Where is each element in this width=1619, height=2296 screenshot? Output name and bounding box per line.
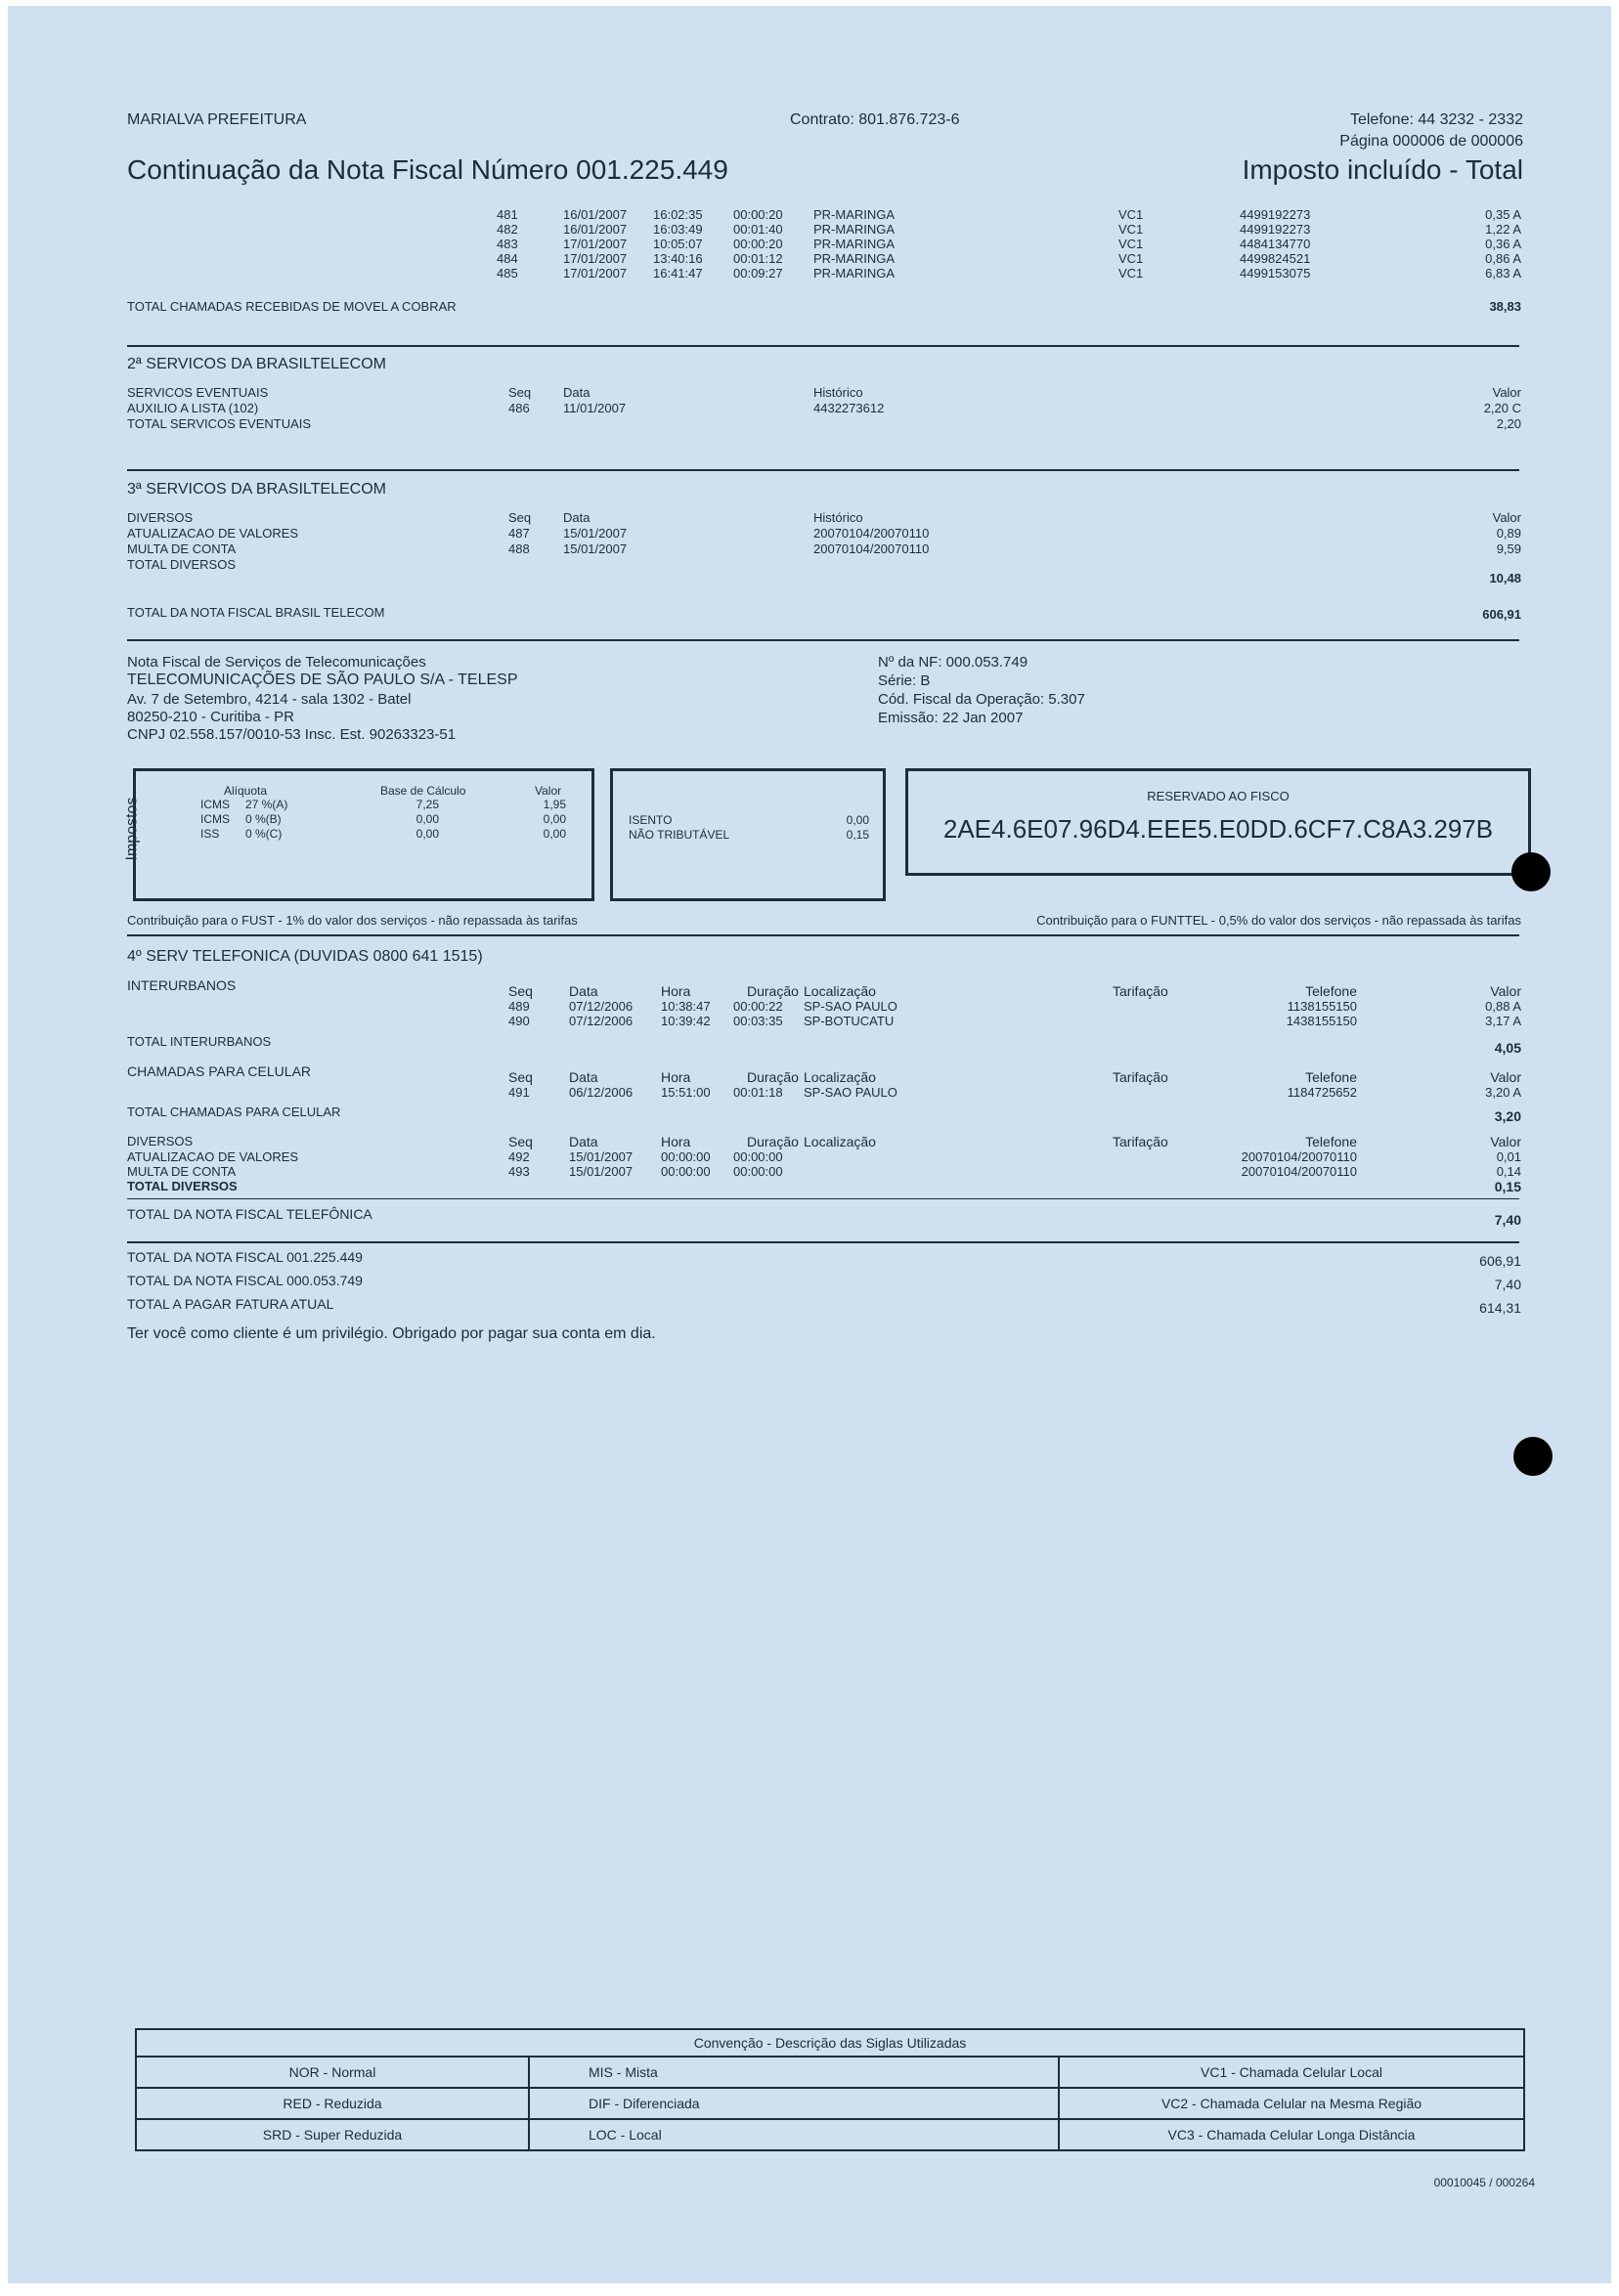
interurban-date-column	[569, 999, 633, 1028]
calls-total-label: TOTAL CHAMADAS RECEBIDAS DE MOVEL A COBRAR	[127, 299, 457, 314]
table-cell: 16:41:47	[653, 266, 703, 281]
misc-duration-column	[733, 1149, 783, 1179]
item-label: AUXILIO A LISTA (102)	[127, 401, 259, 415]
table-cell: 489	[508, 999, 530, 1014]
table-cell: 16:03:49	[653, 222, 703, 237]
interurban-value-column	[1485, 999, 1521, 1028]
item-date: 15/01/2007	[563, 526, 628, 541]
table-cell: 0,00	[416, 812, 439, 826]
table-cell: 484	[497, 251, 518, 266]
table-cell: 4484134770	[1240, 237, 1311, 251]
legend-cell: VC3 - Chamada Celular Longa Distância	[1059, 2119, 1524, 2150]
interurban-phone-column	[1259, 999, 1357, 1028]
table-row	[136, 2057, 1524, 2088]
col-date-header: Data	[563, 510, 591, 525]
mobile-call-date: 06/12/2006	[569, 1085, 634, 1100]
col-phone-header: Telefone	[1305, 1069, 1357, 1085]
col-value-header: Valor	[1492, 385, 1521, 400]
table-cell: 1138155150	[1287, 999, 1357, 1014]
col-seq-header: Seq	[508, 1134, 533, 1149]
item-history: 4432273612	[813, 401, 885, 415]
table-cell: 6,83 A	[1485, 266, 1521, 281]
table-cell: 00:00:20	[733, 237, 783, 251]
table-cell: 482	[497, 222, 518, 237]
legend-cell: LOC - Local	[529, 2119, 1059, 2150]
table-cell: 07/12/2006	[569, 999, 634, 1014]
taxes-vertical-label: Impostos	[123, 797, 141, 861]
col-value-header: Valor	[1490, 1134, 1521, 1149]
calls-total-value: 38,83	[1489, 299, 1521, 314]
table-cell: 00:00:22	[733, 999, 783, 1014]
section-3-total-label: TOTAL DIVERSOS	[127, 557, 237, 572]
phone-number: Telefone: 44 3232 - 2332	[1349, 111, 1523, 128]
tax-base-column	[400, 798, 439, 842]
misc-total-value: 0,15	[1494, 1179, 1521, 1194]
section-2-total-label: TOTAL SERVICOS EVENTUAIS	[127, 416, 312, 431]
table-cell: 17/01/2007	[563, 251, 628, 266]
section-4-title: 4º SERV TELEFONICA (DUVIDAS 0800 641 1515)	[127, 948, 483, 965]
punch-hole	[1513, 1437, 1553, 1476]
col-location-header: Localização	[804, 983, 876, 999]
table-cell: 0,00	[543, 827, 566, 841]
interurban-duration-column	[733, 999, 783, 1028]
item-history: 20070104/20070110	[813, 526, 930, 541]
table-cell: 17/01/2007	[563, 237, 628, 251]
divider	[127, 1241, 1519, 1243]
calls-time-column	[653, 207, 703, 281]
table-cell: 0,88 A	[1485, 999, 1521, 1014]
section-2-subtitle: SERVICOS EVENTUAIS	[127, 385, 269, 400]
table-cell: 15/01/2007	[569, 1149, 634, 1164]
table-cell: 00:00:00	[661, 1149, 711, 1164]
table-cell: 00:01:40	[733, 222, 783, 237]
amount-due-value: 614,31	[1479, 1300, 1521, 1316]
exempt-box	[610, 768, 886, 901]
legend-title: Convenção - Descrição das Siglas Utilizadas	[136, 2029, 1524, 2057]
nf-issue-date: Emissão: 22 Jan 2007	[878, 710, 1024, 726]
table-cell: 00:01:12	[733, 251, 783, 266]
col-date-header: Data	[569, 1069, 598, 1085]
calls-phone-column	[1240, 207, 1310, 281]
table-cell: 07/12/2006	[569, 1014, 634, 1028]
table-cell: 00:03:35	[733, 1014, 783, 1028]
table-cell: 13:40:16	[653, 251, 703, 266]
interurban-time-column	[661, 999, 711, 1028]
document-code: 00010045 / 000264	[1433, 2176, 1535, 2189]
non-taxable-label: NÃO TRIBUTÁVEL	[629, 828, 730, 842]
non-taxable-value: 0,15	[846, 828, 869, 842]
table-cell: PR-MARINGA	[813, 207, 896, 222]
mobile-call-duration: 00:01:18	[733, 1085, 783, 1100]
mobile-calls-label: CHAMADAS PARA CELULAR	[127, 1063, 312, 1079]
divider	[127, 345, 1519, 347]
table-cell: VC1	[1118, 207, 1144, 222]
table-cell: VC1	[1118, 251, 1144, 266]
abbreviation-legend-table	[135, 2028, 1525, 2151]
table-cell: 485	[497, 266, 518, 281]
col-seq-header: Seq	[508, 983, 533, 999]
telefonica-total-value: 7,40	[1494, 1212, 1521, 1228]
invoice-total-2-value: 7,40	[1494, 1277, 1521, 1292]
nf-number: Nº da NF: 000.053.749	[878, 654, 1028, 671]
col-time-header: Hora	[661, 983, 691, 999]
table-cell: ICMS	[200, 812, 230, 826]
contract-number: Contrato: 801.876.723-6	[790, 111, 960, 128]
table-cell: ISS	[200, 827, 220, 841]
fust-note: Contribuição para o FUST - 1% do valor dos serviços - não repassada às tarifas	[127, 913, 578, 928]
col-date-header: Data	[569, 1134, 598, 1149]
table-cell: 0,14	[1496, 1164, 1521, 1179]
item-label: MULTA DE CONTA	[127, 542, 237, 556]
table-cell: 0,35 A	[1485, 207, 1521, 222]
misc-date-column	[569, 1149, 633, 1179]
fiscal-code: 2AE4.6E07.96D4.EEE5.E0DD.6CF7.C8A3.297B	[942, 814, 1494, 844]
legend-cell: NOR - Normal	[136, 2057, 529, 2088]
col-seq-header: Seq	[508, 385, 532, 400]
calls-duration-column	[733, 207, 783, 281]
table-cell: PR-MARINGA	[813, 237, 896, 251]
fiscal-reserved-box	[905, 768, 1531, 876]
item-label: ATUALIZACAO DE VALORES	[127, 526, 299, 541]
col-time-header: Hora	[661, 1134, 691, 1149]
col-duration-header: Duração	[747, 1069, 799, 1085]
table-cell: 16/01/2007	[563, 207, 628, 222]
exempt-label: ISENTO	[629, 813, 673, 827]
item-value: 0,89	[1496, 526, 1521, 541]
page-title: Continuação da Nota Fiscal Número 001.225.449	[127, 154, 728, 185]
table-cell: 20070104/20070110	[1241, 1149, 1357, 1164]
table-cell: 7,25	[416, 798, 439, 811]
value-header: Valor	[535, 784, 562, 798]
legend-cell: DIF - Diferenciada	[529, 2088, 1059, 2119]
table-cell: 0,01	[1496, 1149, 1521, 1164]
table-cell: VC1	[1118, 266, 1144, 281]
nf-series: Série: B	[878, 672, 931, 689]
item-value: 2,20 C	[1483, 401, 1521, 415]
table-cell: 0 %(B)	[245, 812, 282, 826]
table-cell: 10:38:47	[661, 999, 711, 1014]
base-header: Base de Cálculo	[380, 784, 466, 798]
table-cell: 00:00:00	[661, 1164, 711, 1179]
col-phone-header: Telefone	[1305, 1134, 1357, 1149]
thank-you-message: Ter você como cliente é um privilégio. Obrigado por pagar sua conta em dia.	[127, 1325, 656, 1342]
legend-cell: VC1 - Chamada Celular Local	[1059, 2057, 1524, 2088]
nf-fiscal-code: Cód. Fiscal da Operação: 5.307	[878, 691, 1085, 708]
brasil-telecom-total-value: 606,91	[1482, 607, 1521, 622]
issuer-name: MARIALVA PREFEITURA	[127, 111, 307, 128]
company-cnpj: CNPJ 02.558.157/0010-53 Insc. Est. 90263323-51	[127, 726, 457, 743]
mobile-call-phone: 1184725652	[1287, 1085, 1357, 1100]
col-seq-header: Seq	[508, 1069, 533, 1085]
table-cell: 481	[497, 207, 518, 222]
tax-rate-column	[245, 798, 287, 842]
section-3-title: 3ª SERVICOS DA BRASILTELECOM	[127, 481, 386, 498]
calls-location-column	[813, 207, 895, 281]
misc-seq-column	[508, 1149, 530, 1179]
col-duration-header: Duração	[747, 983, 799, 999]
legend-cell: MIS - Mista	[529, 2057, 1059, 2088]
table-row	[136, 2119, 1524, 2150]
tax-value-column	[527, 798, 566, 842]
item-seq: 488	[508, 542, 530, 556]
mobile-call-location: SP-SAO PAULO	[804, 1085, 897, 1100]
table-cell: 3,17 A	[1485, 1014, 1521, 1028]
company-name: TELECOMUNICAÇÕES DE SÃO PAULO S/A - TELESP	[127, 671, 518, 688]
legend-cell: RED - Reduzida	[136, 2088, 529, 2119]
legend-cell: SRD - Super Reduzida	[136, 2119, 529, 2150]
divider	[127, 639, 1519, 641]
table-cell: SP-BOTUCATU	[804, 1014, 895, 1028]
col-value-header: Valor	[1490, 983, 1521, 999]
invoice-total-2-label: TOTAL DA NOTA FISCAL 000.053.749	[127, 1273, 363, 1288]
col-tariff-header: Tarifação	[1113, 1069, 1168, 1085]
table-cell: 00:00:00	[733, 1149, 783, 1164]
table-cell: PR-MARINGA	[813, 251, 896, 266]
divider	[127, 934, 1519, 936]
interurban-total-label: TOTAL INTERURBANOS	[127, 1034, 272, 1049]
company-line-1: Nota Fiscal de Serviços de Telecomunicações	[127, 654, 426, 671]
table-cell: 16:02:35	[653, 207, 703, 222]
invoice-total-1-value: 606,91	[1479, 1253, 1521, 1269]
col-location-header: Localização	[804, 1069, 876, 1085]
col-location-header: Localização	[804, 1134, 876, 1149]
misc-value-column	[1497, 1149, 1521, 1179]
mobile-call-seq: 491	[508, 1085, 530, 1100]
col-tariff-header: Tarifação	[1113, 983, 1168, 999]
section-3-total-value: 10,48	[1489, 571, 1521, 585]
misc-total-label: TOTAL DIVERSOS	[127, 1179, 238, 1193]
table-cell: 20070104/20070110	[1241, 1164, 1357, 1179]
tax-name-column	[200, 798, 230, 842]
section-3-subtitle: DIVERSOS	[127, 510, 194, 525]
interurban-label: INTERURBANOS	[127, 977, 237, 993]
calls-seq-column	[497, 207, 518, 281]
mobile-calls-total-value: 3,20	[1494, 1108, 1521, 1124]
table-cell: 27 %(A)	[245, 798, 288, 811]
invoice-page	[8, 6, 1611, 2283]
table-row	[136, 2088, 1524, 2119]
col-phone-header: Telefone	[1305, 983, 1357, 999]
mobile-call-time: 15:51:00	[661, 1085, 711, 1100]
table-cell: 0,00	[543, 812, 566, 826]
misc-label-column	[127, 1149, 298, 1179]
item-date: 15/01/2007	[563, 542, 628, 556]
exempt-value: 0,00	[846, 813, 869, 827]
table-cell: 0,86 A	[1485, 251, 1521, 266]
calls-date-column	[563, 207, 627, 281]
table-cell: 10:05:07	[653, 237, 703, 251]
table-cell: 1,95	[543, 798, 566, 811]
company-address: Av. 7 de Setembro, 4214 - sala 1302 - Batel	[127, 691, 412, 708]
table-cell: 00:00:00	[733, 1164, 783, 1179]
calls-value-column	[1485, 207, 1521, 281]
table-cell: 00:00:20	[733, 207, 783, 222]
table-cell: 4499192273	[1240, 222, 1311, 237]
section-2-total-value: 2,20	[1496, 416, 1521, 431]
col-history-header: Histórico	[813, 385, 863, 400]
misc-time-column	[661, 1149, 711, 1179]
table-cell: 492	[508, 1149, 530, 1164]
table-cell: PR-MARINGA	[813, 222, 896, 237]
table-cell: 4499153075	[1240, 266, 1311, 281]
table-cell: MULTA DE CONTA	[127, 1164, 237, 1179]
table-cell: 0,00	[416, 827, 439, 841]
table-cell: 0 %(C)	[245, 827, 283, 841]
company-city: 80250-210 - Curitiba - PR	[127, 709, 294, 725]
table-cell: 17/01/2007	[563, 266, 628, 281]
table-cell: 483	[497, 237, 518, 251]
mobile-calls-total-label: TOTAL CHAMADAS PARA CELULAR	[127, 1105, 341, 1119]
interurban-seq-column	[508, 999, 530, 1028]
col-value-header: Valor	[1492, 510, 1521, 525]
table-cell: SP-SAO PAULO	[804, 999, 897, 1014]
punch-hole	[1511, 852, 1551, 891]
taxes-box	[123, 768, 594, 901]
misc-reference-column	[1201, 1149, 1357, 1179]
section-2-title: 2ª SERVICOS DA BRASILTELECOM	[127, 356, 386, 372]
table-cell: ATUALIZACAO DE VALORES	[127, 1149, 299, 1164]
table-cell: PR-MARINGA	[813, 266, 896, 281]
table-cell: 490	[508, 1014, 530, 1028]
table-cell: 493	[508, 1164, 530, 1179]
item-seq: 486	[508, 401, 530, 415]
item-value: 9,59	[1496, 542, 1521, 556]
page-number: Página 000006 de 000006	[1339, 133, 1523, 150]
misc-label: DIVERSOS	[127, 1134, 194, 1148]
telefonica-total-label: TOTAL DA NOTA FISCAL TELEFÔNICA	[127, 1206, 372, 1222]
table-cell: 4499824521	[1240, 251, 1311, 266]
calls-tariff-column	[1118, 207, 1143, 281]
invoice-total-1-label: TOTAL DA NOTA FISCAL 001.225.449	[127, 1249, 363, 1265]
item-history: 20070104/20070110	[813, 542, 930, 556]
rate-header: Alíquota	[224, 784, 268, 798]
divider	[127, 1198, 1519, 1199]
table-cell: 4499192273	[1240, 207, 1311, 222]
item-date: 11/01/2007	[563, 401, 627, 415]
table-cell: 1438155150	[1286, 1014, 1357, 1028]
table-cell: VC1	[1118, 237, 1144, 251]
col-date-header: Data	[569, 983, 598, 999]
interurban-total-value: 4,05	[1494, 1040, 1521, 1056]
mobile-call-value: 3,20 A	[1485, 1085, 1521, 1100]
table-cell: 16/01/2007	[563, 222, 628, 237]
table-cell: 15/01/2007	[569, 1164, 634, 1179]
col-seq-header: Seq	[508, 510, 532, 525]
table-cell: 00:09:27	[733, 266, 783, 281]
table-cell: ICMS	[200, 798, 230, 811]
table-cell: VC1	[1118, 222, 1144, 237]
col-date-header: Data	[563, 385, 591, 400]
table-cell: 0,36 A	[1485, 237, 1521, 251]
table-cell: 10:39:42	[661, 1014, 711, 1028]
divider	[127, 469, 1519, 471]
fiscal-reserved-label: RESERVADO AO FISCO	[1147, 789, 1290, 803]
table-cell: 1,22 A	[1485, 222, 1521, 237]
col-value-header: Valor	[1490, 1069, 1521, 1085]
brasil-telecom-total-label: TOTAL DA NOTA FISCAL BRASIL TELECOM	[127, 605, 385, 620]
tax-included-label: Imposto incluído - Total	[1242, 154, 1523, 185]
funttel-note: Contribuição para o FUNTTEL - 0,5% do valor dos serviços - não repassada às tarifas	[1036, 913, 1521, 928]
amount-due-label: TOTAL A PAGAR FATURA ATUAL	[127, 1296, 334, 1312]
legend-cell: VC2 - Chamada Celular na Mesma Região	[1059, 2088, 1524, 2119]
col-duration-header: Duração	[747, 1134, 799, 1149]
interurban-location-column	[804, 999, 897, 1028]
col-time-header: Hora	[661, 1069, 691, 1085]
item-seq: 487	[508, 526, 530, 541]
col-history-header: Histórico	[813, 510, 863, 525]
col-tariff-header: Tarifação	[1113, 1134, 1168, 1149]
